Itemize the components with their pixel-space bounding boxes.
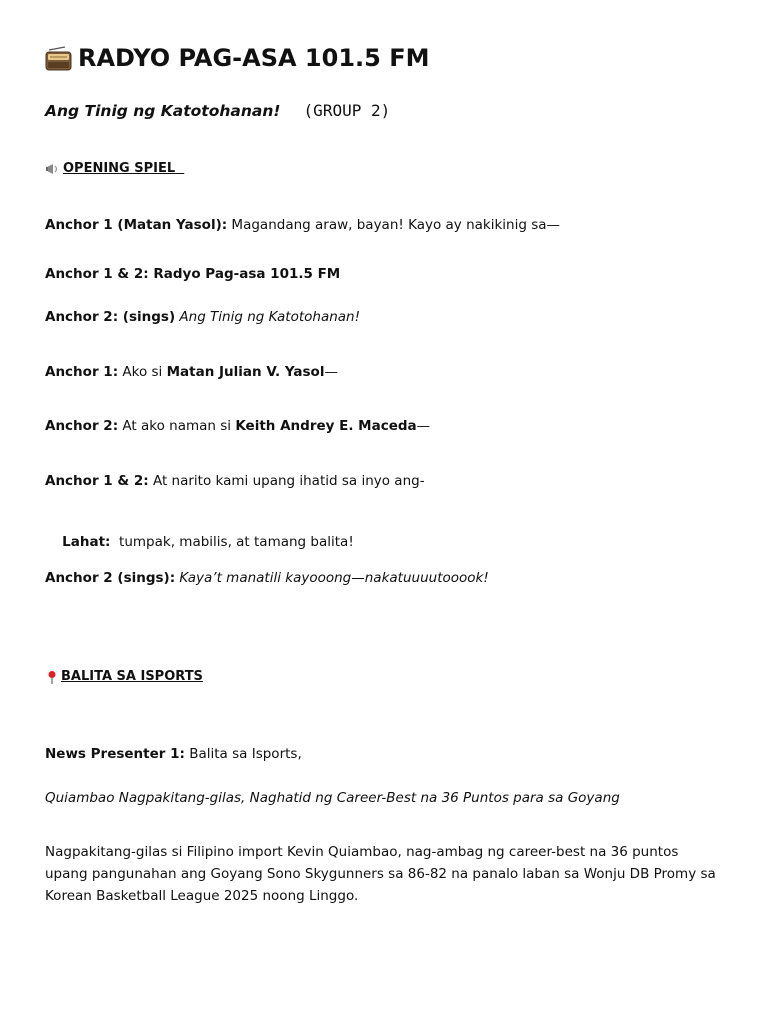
opening-line-1: Anchor 1 (Matan Yasol): Magandang araw, bayan! Kayo ay nakikinig sa— [45,217,561,233]
megaphone-icon [45,162,61,176]
sports-headline: Quiambao Nagpakitang-gilas, Naghatid ng Career-Best na 36 Puntos para sa Goyang [45,790,620,806]
opening-line-6: Anchor 1 & 2: At narito kami upang ihatid sa inyo ang- [45,473,425,489]
group-label: (GROUP 2) [303,101,391,120]
opening-line-7: Lahat: tumpak, mabilis, at tamang balita! [62,534,354,550]
title-text: RADYO PAG-ASA 101.5 FM [78,44,430,72]
radio-icon [45,46,72,71]
tagline: Ang Tinig ng Katotohanan! [45,102,281,120]
opening-line-3: Anchor 2: (sings) Ang Tinig ng Katotohanan! [45,309,361,325]
sports-heading: BALITA SA ISPORTS [45,669,203,684]
pin-icon [45,670,59,684]
opening-heading: OPENING SPIEL [45,161,184,176]
opening-line-8: Anchor 2 (sings): Kaya’t manatili kayooong—nakatuuuutooook! [45,570,489,586]
subtitle [45,101,390,120]
presenter-line: News Presenter 1: Balita sa Isports, [45,746,302,762]
sports-body: Nagpakitang-gilas si Filipino import Kevin Quiambao, nag-ambag ng career-best na 36 puntos upang pangunahan ang Goyang Sono Skygunners sa 86-82 na panalo laban sa Wonju DB Promy sa Korean Basketball League 2025 noong Linggo. [45,844,716,904]
document-title [45,44,429,72]
opening-line-4: Anchor 1: Ako si Matan Julian V. Yasol— [45,364,338,380]
opening-line-5: Anchor 2: At ako naman si Keith Andrey E. Maceda— [45,418,431,434]
opening-line-2: Anchor 1 & 2: Radyo Pag-asa 101.5 FM [45,266,341,282]
